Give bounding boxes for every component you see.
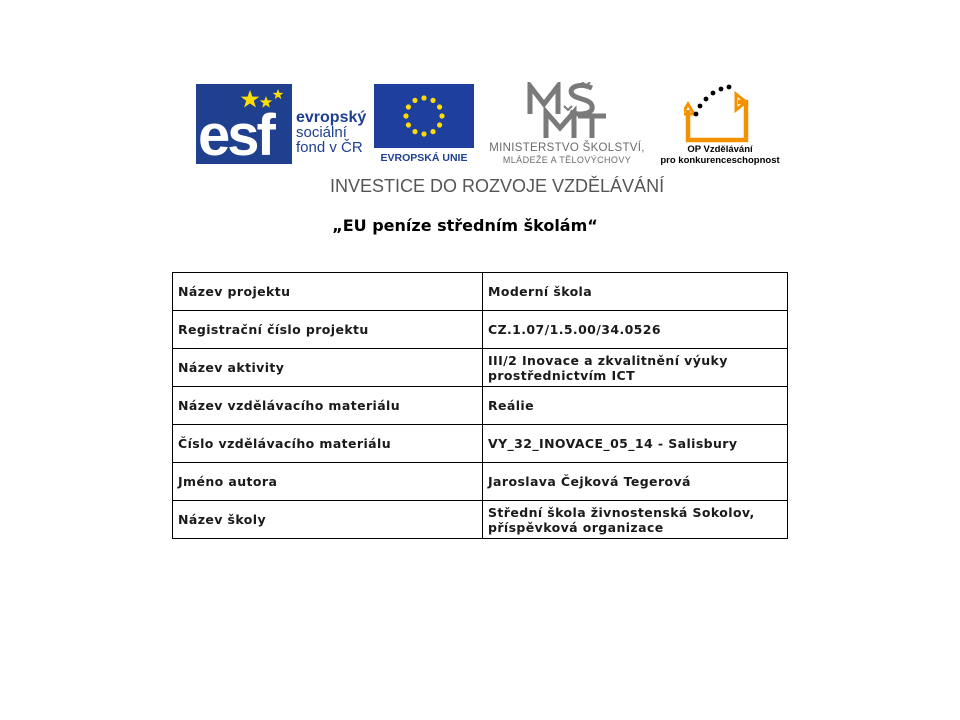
esf-line-1: evropský [296, 109, 367, 126]
eu-stars-icon [374, 84, 474, 148]
op-line-1: OP Vzdělávání [687, 144, 753, 155]
row-value: Moderní škola [483, 273, 788, 311]
msmt-line-1: MINISTERSTVO ŠKOLSTVÍ, [489, 142, 645, 154]
table-row [173, 273, 788, 311]
op-logo [660, 84, 780, 168]
msmt-wordmark [482, 142, 652, 166]
row-value: Reálie [483, 387, 788, 425]
row-label: Název projektu [173, 273, 483, 311]
table-row [173, 387, 788, 425]
row-value: Jaroslava Čejková Tegerová [483, 463, 788, 501]
investment-tagline: INVESTICE DO ROZVOJE VZDĚLÁVÁNÍ [330, 176, 665, 196]
esf-logo-block [196, 84, 292, 168]
row-label: Název aktivity [173, 349, 483, 387]
table-row [173, 349, 788, 387]
row-label: Číslo vzdělávacího materiálu [173, 425, 483, 463]
row-label: Název vzdělávacího materiálu [173, 387, 483, 425]
row-label: Název školy [173, 501, 483, 539]
table-row [173, 425, 788, 463]
eu-label: EVROPSKÁ UNIE [380, 152, 468, 164]
esf-letters: esf [198, 103, 273, 168]
logo-banner [190, 78, 780, 198]
esf-wordmark [296, 110, 366, 155]
row-value: CZ.1.07/1.5.00/34.0526 [483, 311, 788, 349]
eu-logo [374, 84, 474, 166]
row-value: Střední škola živnostenská Sokolov, příspěvková organizace [483, 501, 788, 539]
row-value: III/2 Inovace a zkvalitnění výuky prostřednictvím ICT [483, 349, 788, 387]
row-value: VY_32_INOVACE_05_14 - Salisbury [483, 425, 788, 463]
msmt-logo [482, 82, 652, 166]
table-row [173, 463, 788, 501]
esf-line-3: fond v ČR [296, 139, 363, 156]
op-wordmark [660, 144, 780, 166]
project-info-table [172, 272, 788, 539]
slogan-heading: „EU peníze středním školám“ [332, 216, 598, 235]
esf-line-2: sociální [296, 124, 347, 141]
table-row [173, 311, 788, 349]
row-label: Registrační číslo projektu [173, 311, 483, 349]
esf-logo [196, 84, 367, 168]
op-line-2: pro konkurenceschopnost [660, 155, 780, 166]
msmt-monogram-icon [526, 82, 610, 140]
table-row [173, 501, 788, 539]
eu-flag [374, 84, 474, 148]
row-label: Jméno autora [173, 463, 483, 501]
op-emblem-icon [684, 84, 750, 144]
msmt-line-2: MLÁDEŽE A TĚLOVÝCHOVY [502, 155, 632, 165]
